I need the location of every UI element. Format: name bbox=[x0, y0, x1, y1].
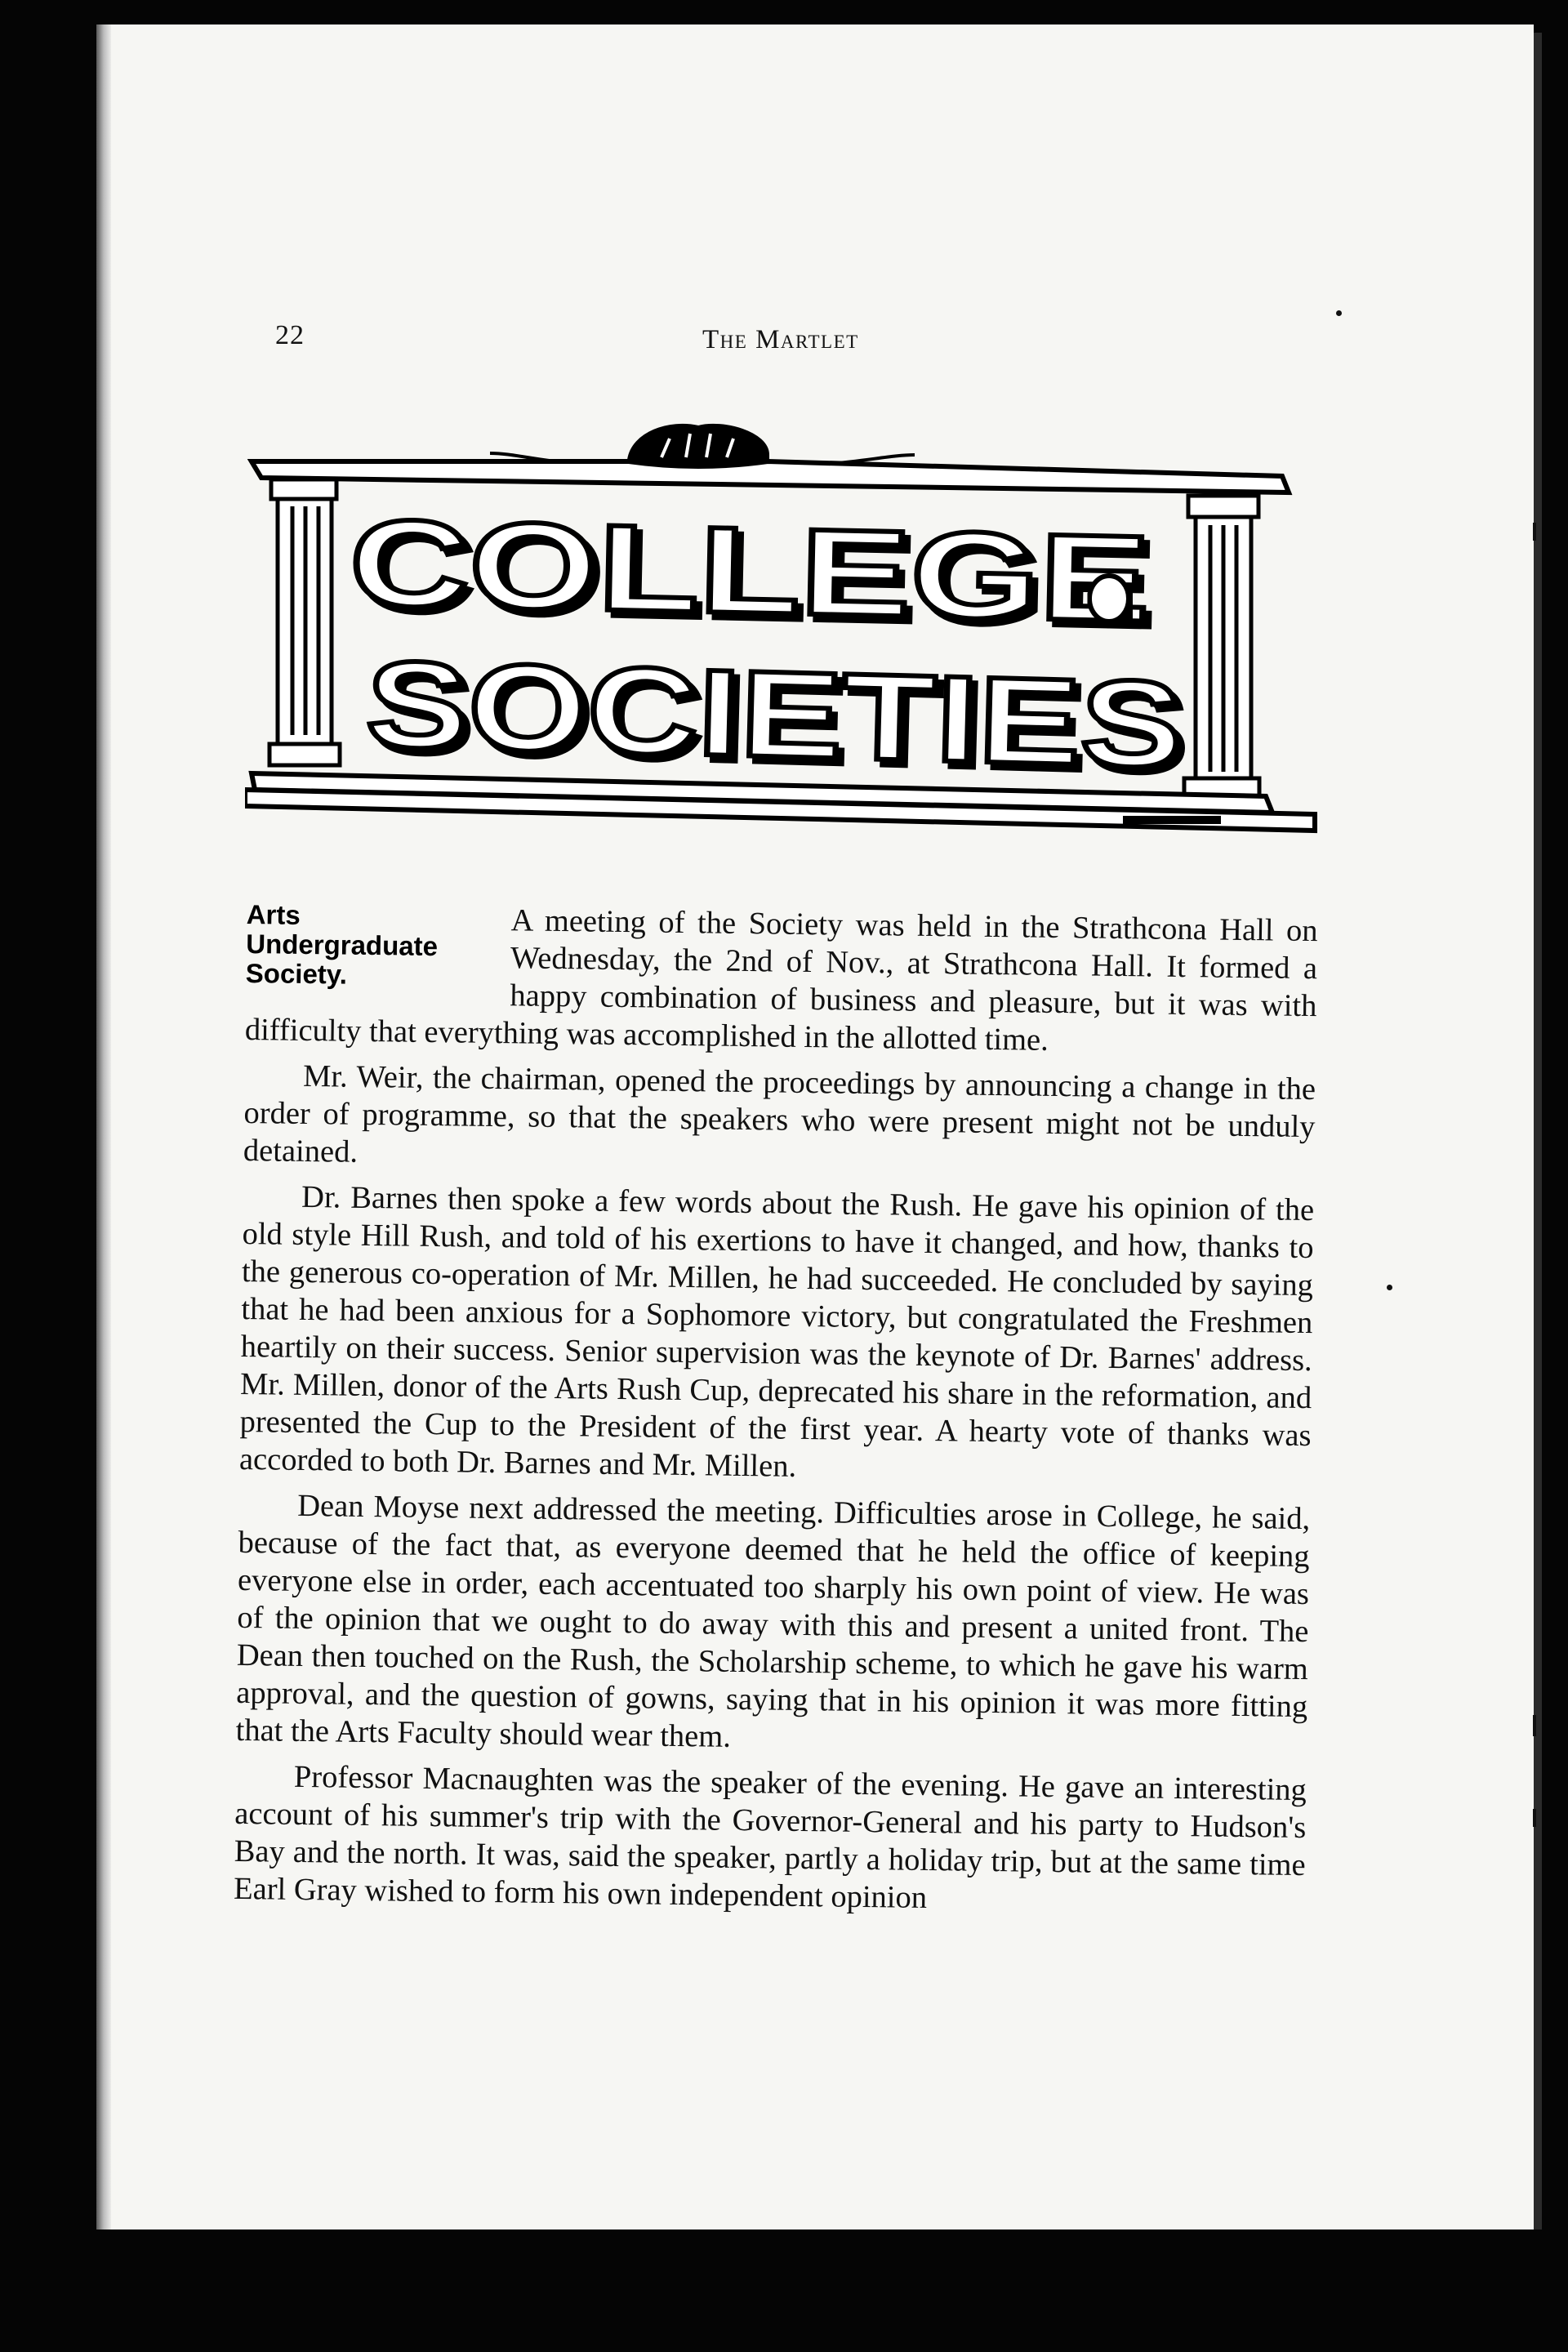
sidehead-line: Undergraduate bbox=[246, 928, 439, 962]
left-column bbox=[270, 479, 340, 765]
paragraph: Professor Macnaughten was the speaker of the evening. He gave an interesting account of his summer's trip with the Governor-General and his party to Hudson's Bay and the north. It was, said the speaker, partly a holiday trip, but at the same time Earl Gray wished to form his own independent opinion bbox=[233, 1759, 1307, 1916]
margin-mark bbox=[1533, 1715, 1536, 1736]
margin-dot bbox=[1336, 310, 1342, 316]
paragraph: Dr. Barnes then spoke a few words about the Rush. He gave his opinion of the old style Hill Rush, and told of his exertions to have it changed, and how, thanks to the generous co-operation of Mr. Millen, he had succeeded. He concluded by saying that he had been anxious for a Sophomore victory, but congratulated the Freshmen heartily on their success. Senior supervision was the keynote of Dr. Barnes' address. Mr. Millen, donor of the Arts Rush Cup, deprecated his share in the reformation, and presented the Cup to the President of the first year. A hearty vote of thanks was accorded to both Dr. Barnes and Mr. Millen. bbox=[238, 1179, 1315, 1484]
college-societies-banner bbox=[245, 412, 1323, 866]
paragraph: Dean Moyse next addressed the meeting. Difficulties arose in College, he said, because of the fact that, as everyone deemed that he held the office of keeping everyone else in order, each accentuated too sharply his own point of view. He was of the opinion that we ought to do away with this and present a united front. The Dean then touched on the Rush, the Scholarship scheme, to which he gave his warm approval, and the question of gowns, saying that in his opinion it was more fitting that the Arts Faculty should wear them. bbox=[235, 1488, 1311, 1754]
margin-dot bbox=[1387, 1285, 1392, 1290]
margin-mark bbox=[1533, 1809, 1536, 1827]
section-sidehead bbox=[246, 900, 492, 991]
banner-title-line-1: COLLEGE bbox=[348, 493, 943, 644]
page-edge bbox=[1534, 33, 1542, 2230]
banner-top-beam bbox=[252, 461, 1289, 492]
book-spine-shadow bbox=[96, 24, 111, 2230]
sidehead-line: Society. bbox=[245, 957, 348, 990]
article-body bbox=[234, 898, 1318, 1930]
running-title: The Martlet bbox=[702, 325, 859, 354]
crest-ornament-icon bbox=[490, 425, 915, 465]
right-column bbox=[1184, 496, 1259, 801]
page-number: 22 bbox=[275, 320, 305, 350]
sidehead-line: Arts bbox=[246, 898, 301, 930]
decorative-dot-icon bbox=[1089, 576, 1129, 621]
base-damage-mark bbox=[1123, 816, 1221, 824]
paragraph: A meeting of the Society was held in the Strathcona Hall on Wednesday, the 2nd of Nov., at Strathcona Hall. It formed a happy combination of business and pleasure, but it was with difficulty that everything was accomplished in the allotted time. bbox=[244, 903, 1318, 1058]
banner-title-line-2: SOCIETIES bbox=[364, 635, 1022, 790]
margin-mark bbox=[1533, 523, 1536, 541]
paragraph: Mr. Weir, the chairman, opened the proceedings by announcing a change in the order of programme, so that the speakers who were present might not be unduly detained. bbox=[243, 1058, 1316, 1169]
